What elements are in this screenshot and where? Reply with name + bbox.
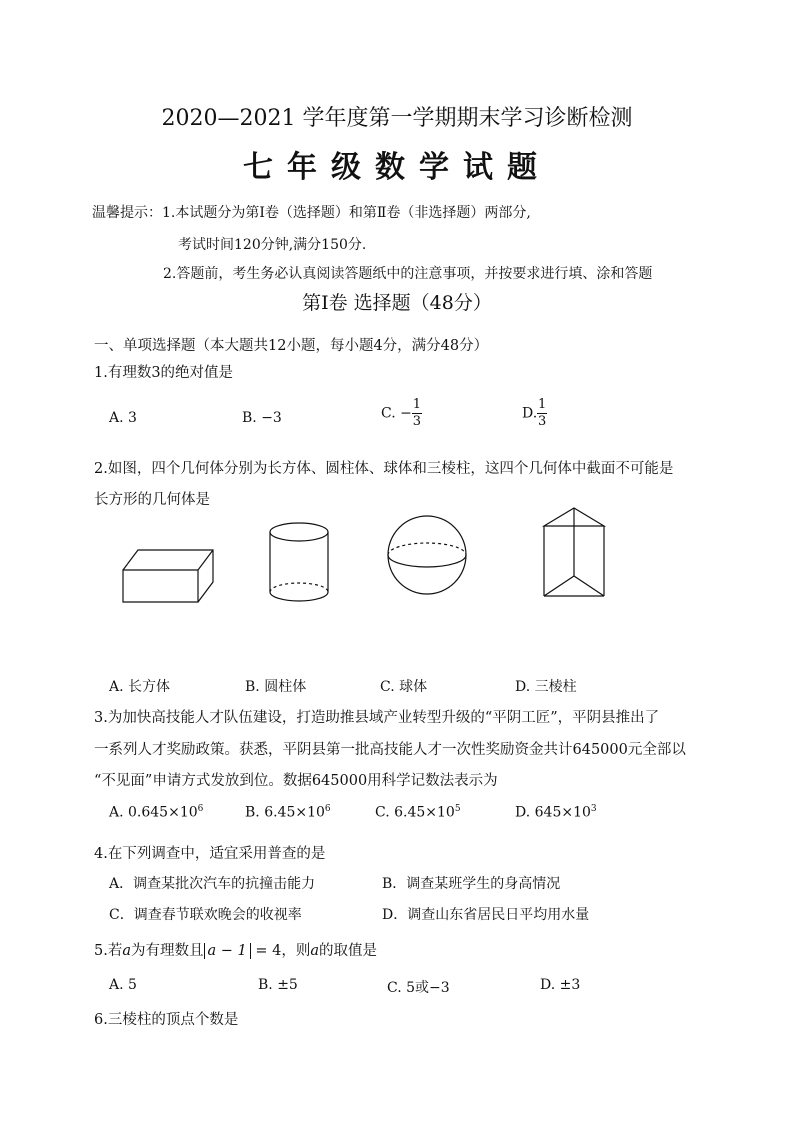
q4-option-d: D．调查山东省居民日平均用水量	[382, 907, 590, 923]
q5-absolute-value	[204, 943, 251, 959]
q3-option-b-exponent: 6	[324, 804, 331, 814]
q3-stem-line-1: 3.为加快高技能人才队伍建设，打造助推县域产业转型升级的“平阴工匠”，平阴县推出了	[94, 710, 660, 726]
q5-stem-suffix: 的取值是	[319, 943, 377, 959]
q4-option-b: B．调查某班学生的身高情况	[382, 876, 561, 892]
q5-abs-expression: a − 1	[207, 943, 247, 959]
q5-option-d: D. ±3	[540, 977, 581, 993]
q4-option-a: A．调查某批次汽车的抗撞击能力	[109, 876, 316, 892]
exam-title: 2020—2021 学年度第一学期期末学习诊断检测	[161, 106, 633, 131]
q3-option-a-base: A. 0.645×10	[109, 804, 198, 821]
fraction-numerator: 1	[412, 397, 421, 412]
q1-stem: 1.有理数3的绝对值是	[94, 365, 234, 381]
q3-option-d-exponent: 3	[590, 804, 597, 814]
q3-option-c-base: C. 6.45×10	[375, 804, 455, 821]
q5-stem	[94, 939, 377, 960]
q1-option-d-fraction	[537, 397, 547, 430]
q1-option-d	[522, 397, 547, 430]
q2-option-d: D. 三棱柱	[515, 679, 577, 695]
q5-stem-mid: 为有理数且	[131, 943, 204, 959]
q3-option-c-exponent: 5	[454, 804, 461, 814]
q3-option-c	[375, 804, 461, 821]
q3-option-b	[245, 804, 331, 821]
q5-abs-equation: = 4	[250, 943, 282, 959]
q1-option-a: A. 3	[109, 410, 137, 426]
q3-option-a	[109, 804, 203, 821]
fraction-denominator: 3	[412, 414, 421, 429]
q1-option-b: B. −3	[242, 410, 282, 426]
tip-line-3: 2.答题前，考生务必认真阅读答题纸中的注意事项，并按要求进行填、涂和答题	[163, 266, 653, 282]
cylinder-figure	[262, 518, 336, 610]
q3-option-a-exponent: 6	[197, 804, 204, 814]
q1-option-c-fraction	[412, 397, 422, 430]
q3-option-d-base: D. 645×10	[515, 804, 591, 821]
triangular-prism-figure	[534, 500, 614, 604]
q3-stem-line-2: 一系列人才奖励政策。获悉，平阴县第一批高技能人才一次性奖励资金共计645000元全部以	[94, 742, 686, 758]
q6-stem: 6.三棱柱的顶点个数是	[94, 1012, 239, 1028]
q3-option-b-base: B. 6.45×10	[245, 804, 325, 821]
fraction-denominator: 3	[538, 414, 547, 429]
q3-stem-line-3: “不见面”申请方式发放到位。数据645000用科学记数法表示为	[94, 773, 498, 789]
q2-option-c: C. 球体	[380, 679, 428, 695]
q2-option-a: A. 长方体	[109, 679, 171, 695]
q2-stem-line-1: 2.如图，四个几何体分别为长方体、圆柱体、球体和三棱柱，这四个几何体中截面不可能是	[94, 461, 674, 477]
exam-subtitle: 七年级数学试题	[243, 150, 551, 185]
q5-stem-prefix: 5.若	[94, 943, 123, 959]
q3-option-d	[515, 804, 597, 821]
part-title: 一、单项选择题（本大题共12小题，每小题4分，满分48分）	[94, 338, 489, 354]
q4-stem: 4.在下列调查中，适宜采用普查的是	[94, 846, 326, 862]
q1-option-d-prefix: D.	[522, 405, 538, 422]
sphere-figure	[384, 512, 470, 598]
q5-variable-2: a	[310, 943, 319, 959]
section-title: 第Ⅰ卷 选择题（48分）	[302, 292, 492, 314]
q5-option-b: B. ±5	[258, 977, 298, 993]
tip-line-1: 温馨提示：1.本试题分为第Ⅰ卷（选择题）和第Ⅱ卷（非选择题）两部分,	[92, 205, 531, 221]
fraction-numerator: 1	[538, 397, 547, 412]
cuboid-figure	[118, 540, 218, 610]
q5-variable: a	[122, 943, 131, 959]
q1-option-c-prefix: C. −	[381, 405, 412, 422]
q5-option-c: C. 5或−3	[387, 980, 450, 996]
q2-stem-line-2: 长方形的几何体是	[94, 492, 210, 508]
tip-line-2: 考试时间120分钟,满分150分.	[178, 237, 367, 253]
q1-option-c	[381, 397, 422, 430]
q2-option-b: B. 圆柱体	[245, 679, 307, 695]
q5-option-a: A. 5	[109, 977, 137, 993]
q5-stem-mid-2: ，则	[281, 943, 311, 959]
q4-option-c: C．调查春节联欢晚会的收视率	[109, 907, 302, 923]
